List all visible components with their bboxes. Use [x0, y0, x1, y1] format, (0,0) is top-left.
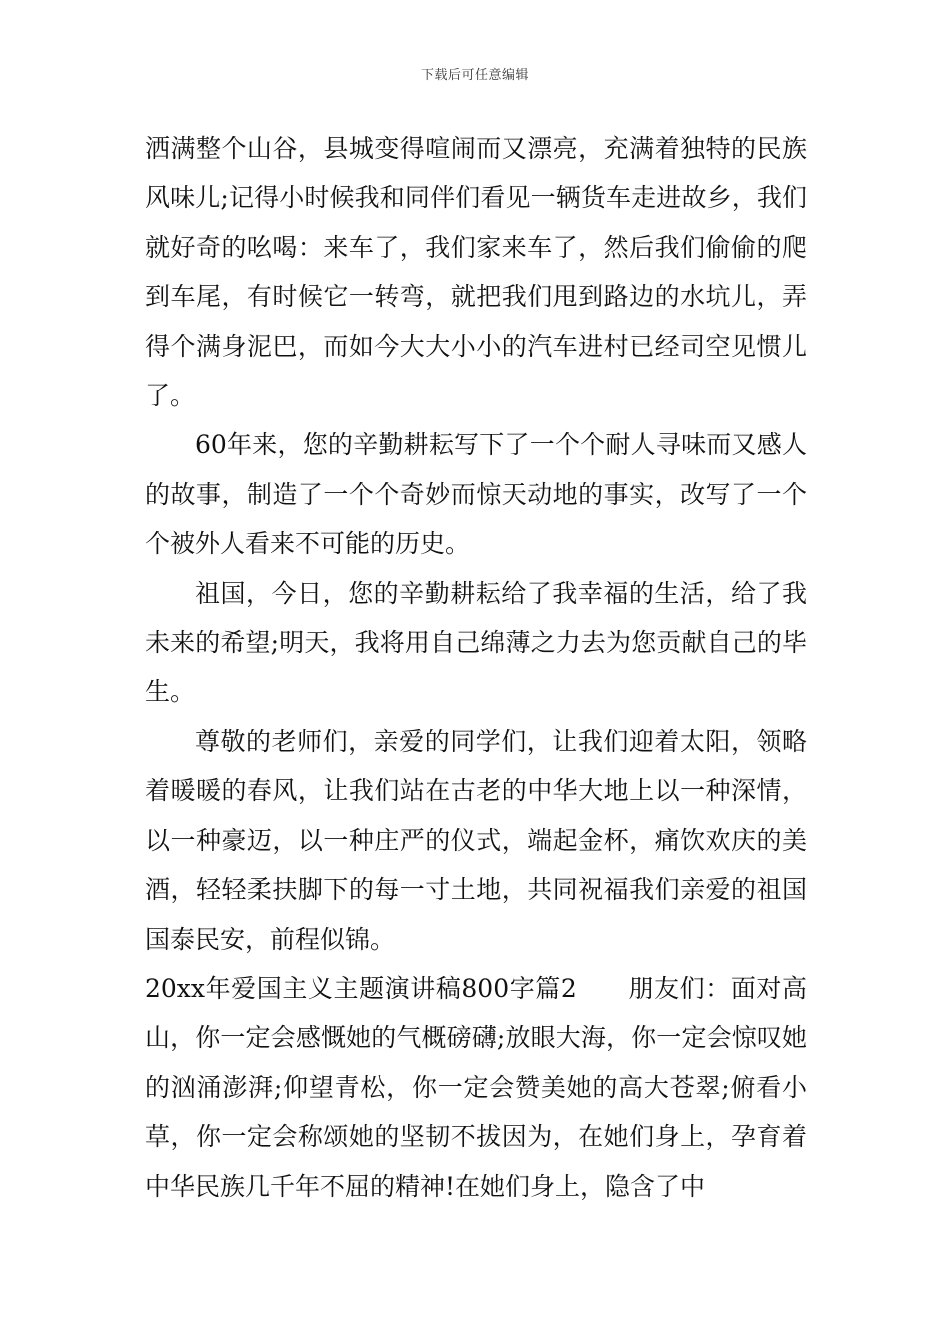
paragraph-3: 祖国，今日，您的辛勤耕耘给了我幸福的生活，给了我未来的希望;明天，我将用自己绵薄之力去为您贡献自己的毕生。: [145, 578, 807, 707]
document-body: [145, 124, 807, 1211]
paragraph-5: 20xx年爱国主义主题演讲稿800字篇2 朋友们：面对高山，你一定会感慨她的气概磅礴;放眼大海，你一定会惊叹她的汹涌澎湃;仰望青松，你一定会赞美她的高大苍翠;俯看小草，你一定会称颂她的坚韧不拔因为，在她们身上，孕育着中华民族几千年不屈的精神!在她们身上，隐含了中: [145, 973, 807, 1201]
paragraph-2: 60年来，您的辛勤耕耘写下了一个个耐人寻味而又感人的故事，制造了一个个奇妙而惊天动地的事实，改写了一个个被外人看来不可能的历史。: [145, 430, 807, 559]
header-note: 下载后可任意编辑: [420, 68, 529, 83]
paragraph-4: 尊敬的老师们，亲爱的同学们，让我们迎着太阳，领略着暖暖的春风，让我们站在古老的中华大地上以一种深情，以一种豪迈，以一种庄严的仪式，端起金杯，痛饮欢庆的美酒，轻轻柔扶脚下的每一寸土地，共同祝福我们亲爱的祖国国泰民安，前程似锦。: [145, 726, 807, 954]
paragraph-1: 洒满整个山谷，县城变得喧闹而又漂亮，充满着独特的民族风味儿;记得小时候我和同伴们看见一辆货车走进故乡，我们就好奇的吆喝：来车了，我们家来车了，然后我们偷偷的爬到车尾，有时候它一转弯，就把我们甩到路边的水坑儿，弄得个满身泥巴，而如今大大小小的汽车进村已经司空见惯儿了。: [145, 134, 807, 411]
